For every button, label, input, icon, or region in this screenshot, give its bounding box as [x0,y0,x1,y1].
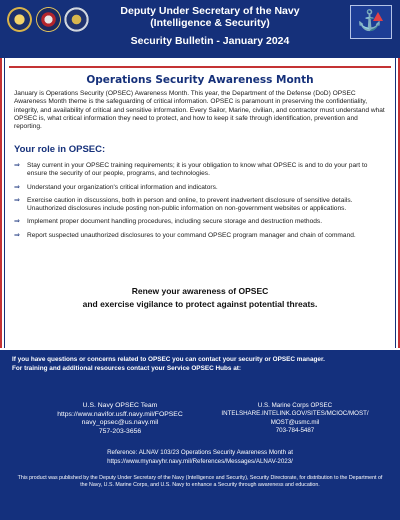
intro-paragraph: January is Operations Security (OPSEC) Awareness Month. This year, the Department of the Defense (DoD) OPSEC Awareness Month theme is the safeguarding of critical information. OPSEC is paramount in preserving the confidentiality, integrity, and availability of critical and sensitive information. Every Sailor, Marine, civilian, and contractor must understand what OPSEC is, what critical information they need to protect, and how to keep it safe through identification, prevention and reporting. [14,90,385,131]
arrow-right-icon: ⇒ [14,183,20,191]
arrow-right-icon: ⇒ [14,231,20,239]
marine-contact-name: U.S. Marine Corps OPSEC [257,402,333,409]
closing-line-2: and exercise vigilance to protect against potential threats. [82,299,318,309]
header-office-subtitle: (Intelligence & Security) [150,17,270,29]
alnav-reference [40,449,360,466]
closing-message [9,285,391,311]
marine-corps-seal-icon [36,7,61,32]
bulletin-body [9,66,391,352]
closing-line-1: Renew your awareness of OPSEC [131,286,269,296]
article-title-bar [9,70,391,84]
list-item [14,218,386,226]
header-bulletin-title: Security Bulletin - January 2024 [130,35,290,47]
left-blue-stripe [4,58,5,348]
list-item-text: Understand your organization's critical information and indicators. [27,183,218,191]
list-item-text: Exercise caution in discussions, both in person and online, to prevent inadvertent disclosure of sensitive details. Unauthorized disclosures include posting non-public information on non-government websites or applications. [27,196,353,213]
reference-link[interactable]: https://www.mynavyhr.navy.mil/References/Messages/ALNAV-2023/ [107,457,293,465]
reference-text: Reference: ALNAV 103/23 Operations Security Awareness Month at [107,449,293,456]
department-of-the-navy-seal-icon [64,7,89,32]
list-item [14,184,386,192]
footer-contact-intro [12,356,392,373]
marine-contact-email[interactable]: MOST@usmc.mil [270,418,320,426]
list-item [14,232,386,240]
header-office-title: Deputy Under Secretary of the Navy [120,5,300,17]
arrow-right-icon: ⇒ [14,218,20,226]
navy-contact-name: U.S. Navy OPSEC Team [82,402,158,409]
bulletin-header [0,0,400,58]
navy-anchor-flag-icon: ⚓ [350,5,392,39]
list-item [14,197,386,214]
navy-contact-phone: 757-203-3656 [98,428,142,436]
footer-intro-line-1: If you have questions or concerns related to OPSEC you can contact your security or OPSEC manager. [12,356,325,363]
list-item-text: Report suspected unauthorized disclosures to your command OPSEC program manager and chain of command. [27,231,356,239]
arrow-right-icon: ⇒ [14,162,20,169]
arrow-right-icon: ⇒ [14,196,20,204]
role-heading: Your role in OPSEC: [14,144,106,155]
marine-opsec-contact [205,402,385,436]
publication-disclaimer: This product was published by the Deputy Under Secretary of the Navy (Intelligence and Security), Security Directorate, for distribution to the Department of the Navy, U.S. Marine Corps, and U.S. Navy to enhance a Security through awareness and education. [17,475,383,489]
marine-contact-phone: 703-784-5487 [275,427,315,435]
role-list [14,162,386,245]
list-item-text: Stay current in your OPSEC training requirements; it is your obligation to know what OPSEC is and to do your part to ensure the security of our people, programs, and technologies. [27,162,368,178]
navy-contact-email[interactable]: navy_opsec@us.navy.mil [81,419,159,427]
navy-seal-icon [7,7,32,32]
bulletin-footer [0,350,400,520]
navy-opsec-contact [40,402,200,437]
article-title: Operations Security Awareness Month [86,74,314,86]
footer-intro-line-2: For training and additional resources contact your Service OPSEC Hubs at: [12,364,242,372]
navy-contact-url[interactable]: https://www.navifor.usff.navy.mil/FOPSEC [57,410,183,418]
marine-contact-url[interactable]: INTELSHARE.INTELINK.GOV/SITES/MCIOC/MOST/ [221,410,369,418]
list-item [14,162,386,179]
list-item-text: Implement proper document handling procedures, including secure storage and destruction methods. [27,218,323,226]
